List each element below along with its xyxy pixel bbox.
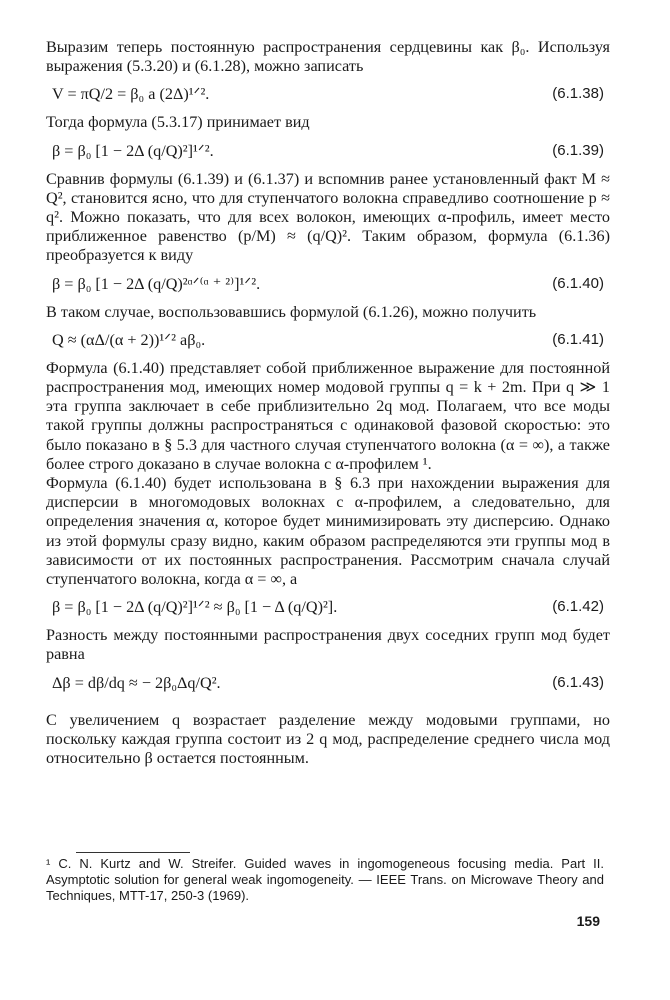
- equation-6-1-42: [46, 595, 610, 619]
- paragraph-5: Формула (6.1.40) представляет собой приближенное выражение для постоянной распространения мод, имеющих номер модовой группы q = k + 2m. При q ≫ 1 эта группа заключает в себе приблизительно 2q мод. Полагаем, что все моды такой группы должны распространяться с одинаковой фазовой скоростью: это было показано в § 5.3 для частного случая ступенчатого волокна (α = ∞), а также более строго доказано в случае волокна с α-профилем ¹.: [46, 358, 610, 473]
- paragraph-8: С увеличением q возрастает разделение между модовыми группами, но поскольку каждая группа состоит из 2 q мод, распределение среднего числа мод относительно β остается постоянным.: [46, 710, 610, 768]
- paragraph-2: Тогда формула (5.3.17) принимает вид: [46, 113, 310, 132]
- paragraph-1: Выразим теперь постоянную распространения сердцевины как β₀. Используя выражения (5.3.20) и (6.1.28), можно записать: [46, 38, 610, 76]
- equation-6-1-41: [46, 328, 610, 352]
- equation-formula: Δβ = dβ/dq ≈ − 2β₀Δq/Q².: [52, 673, 221, 692]
- paragraph-3: Сравнив формулы (6.1.39) и (6.1.37) и вспомнив ранее установленный факт M ≈ Q², становится ясно, что для ступенчатого волокна справедливо соотношение p ≈ q². Можно показать, что для всех волокон, имеющих α-профиль, имеет место приближенное равенство (p/M) ≈ (q/Q)². Таким образом, формула (6.1.36) преобразуется к виду: [46, 169, 610, 265]
- equation-number: (6.1.39): [552, 141, 604, 159]
- footnote: ¹ C. N. Kurtz and W. Streifer. Guided waves in ingomogeneous focusing media. Part II. Asymptotic solution for general weak ingomogeneity. — IEEE Trans. on Microwave Theory and Techniques, MTT-17, 250-3 (1969).: [46, 856, 604, 903]
- equation-6-1-38: [46, 82, 610, 106]
- equation-formula: β = β₀ [1 − 2Δ (q/Q)²]¹ᐟ² ≈ β₀ [1 − Δ (q/Q)²].: [52, 598, 338, 617]
- equation-formula: V = πQ/2 = β₀ a (2Δ)¹ᐟ².: [52, 85, 210, 104]
- equation-number: (6.1.41): [552, 330, 604, 348]
- footnote-rule: [76, 852, 190, 853]
- equation-number: (6.1.43): [552, 673, 604, 691]
- equation-formula: β = β₀ [1 − 2Δ (q/Q)²ᵅᐟ⁽ᵅ ⁺ ²⁾]¹ᐟ².: [52, 274, 261, 293]
- equation-formula: Q ≈ (αΔ/(α + 2))¹ᐟ² aβ₀.: [52, 330, 206, 349]
- equation-6-1-39: [46, 139, 610, 163]
- equation-number: (6.1.40): [552, 274, 604, 292]
- equation-number: (6.1.38): [552, 85, 604, 103]
- paragraph-7: Разность между постоянными распространения двух соседних групп мод будет равна: [46, 626, 610, 664]
- page-body: [46, 38, 610, 768]
- equation-formula: β = β₀ [1 − 2Δ (q/Q)²]¹ᐟ².: [52, 141, 214, 160]
- equation-number: (6.1.42): [552, 598, 604, 616]
- page-number: 159: [576, 913, 600, 929]
- paragraph-4: В таком случае, воспользовавшись формулой (6.1.26), можно получить: [46, 302, 537, 321]
- paragraph-6: Формула (6.1.40) будет использована в § 6.3 при нахождении выражения для дисперсии в многомодовых волокнах с α-профилем, а следовательно, для определения значения α, которое будет минимизировать эту дисперсию. Однако из этой формулы сразу видно, каким образом распределяются эти группы мод в зависимости от их постоянных распространения. Рассмотрим сначала случай ступенчатого волокна, когда α = ∞, а: [46, 474, 610, 589]
- equation-6-1-40: [46, 272, 610, 296]
- equation-6-1-43: [46, 671, 610, 695]
